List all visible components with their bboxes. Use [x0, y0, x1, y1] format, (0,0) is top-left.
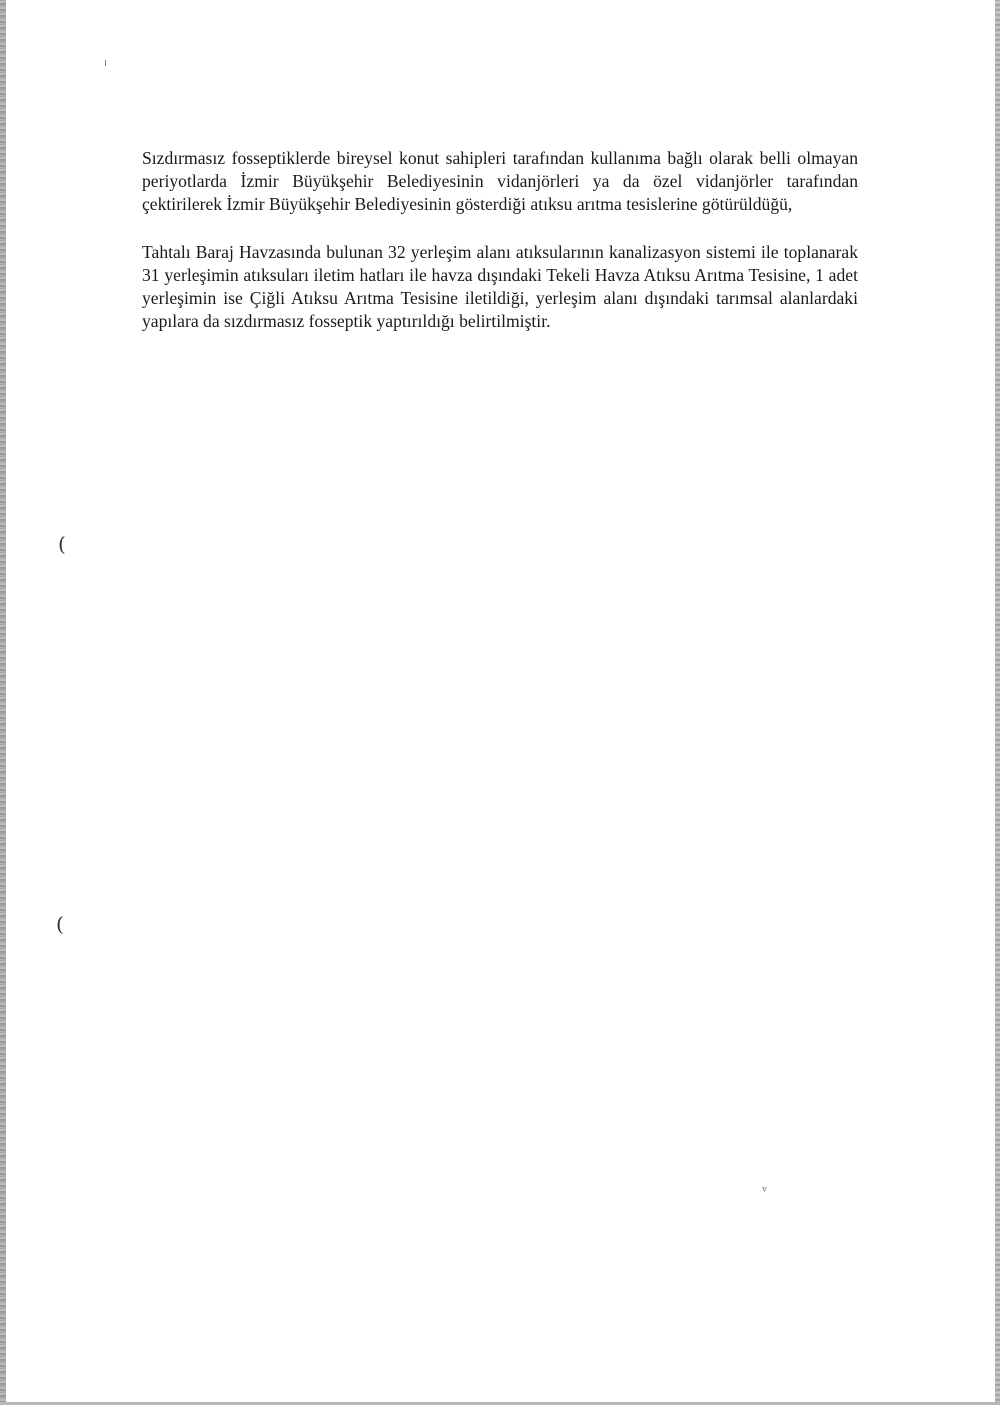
hole-punch-mark-icon: ( [58, 532, 66, 556]
scan-edge-right [995, 0, 1000, 1405]
scan-edge-left [0, 0, 6, 1405]
pen-mark-icon: ᵛ [762, 1184, 768, 1200]
paragraph-1: Sızdırmasız fosseptiklerde bireysel konut sahipleri tarafından kullanıma bağlı olarak belli olmayan periyotlarda İzmir Büyükşehir Belediyesinin vidanjörleri ya da özel vidanjörler tarafından çektirilerek İzmir Büyükşehir Belediyesinin gösterdiği atıksu arıtma tesislerine götürüldüğü, [142, 148, 858, 214]
scan-mark [105, 60, 106, 66]
paragraph-2: Tahtalı Baraj Havzasında bulunan 32 yerleşim alanı atıksularının kanalizasyon sistemi ile toplanarak 31 yerleşimin atıksuları iletim hatları ile havza dışındaki Tekeli Havza Atıksu Arıtma Tesisine, 1 adet yerleşimin ise Çiğli Atıksu Arıtma Tesisine iletildiği, yerleşim alanı dışındaki tarımsal alanlardaki yapılara da sızdırmasız fosseptik yaptırıldığı belirtilmiştir. [142, 242, 858, 331]
hole-punch-mark-icon: ( [56, 912, 64, 936]
